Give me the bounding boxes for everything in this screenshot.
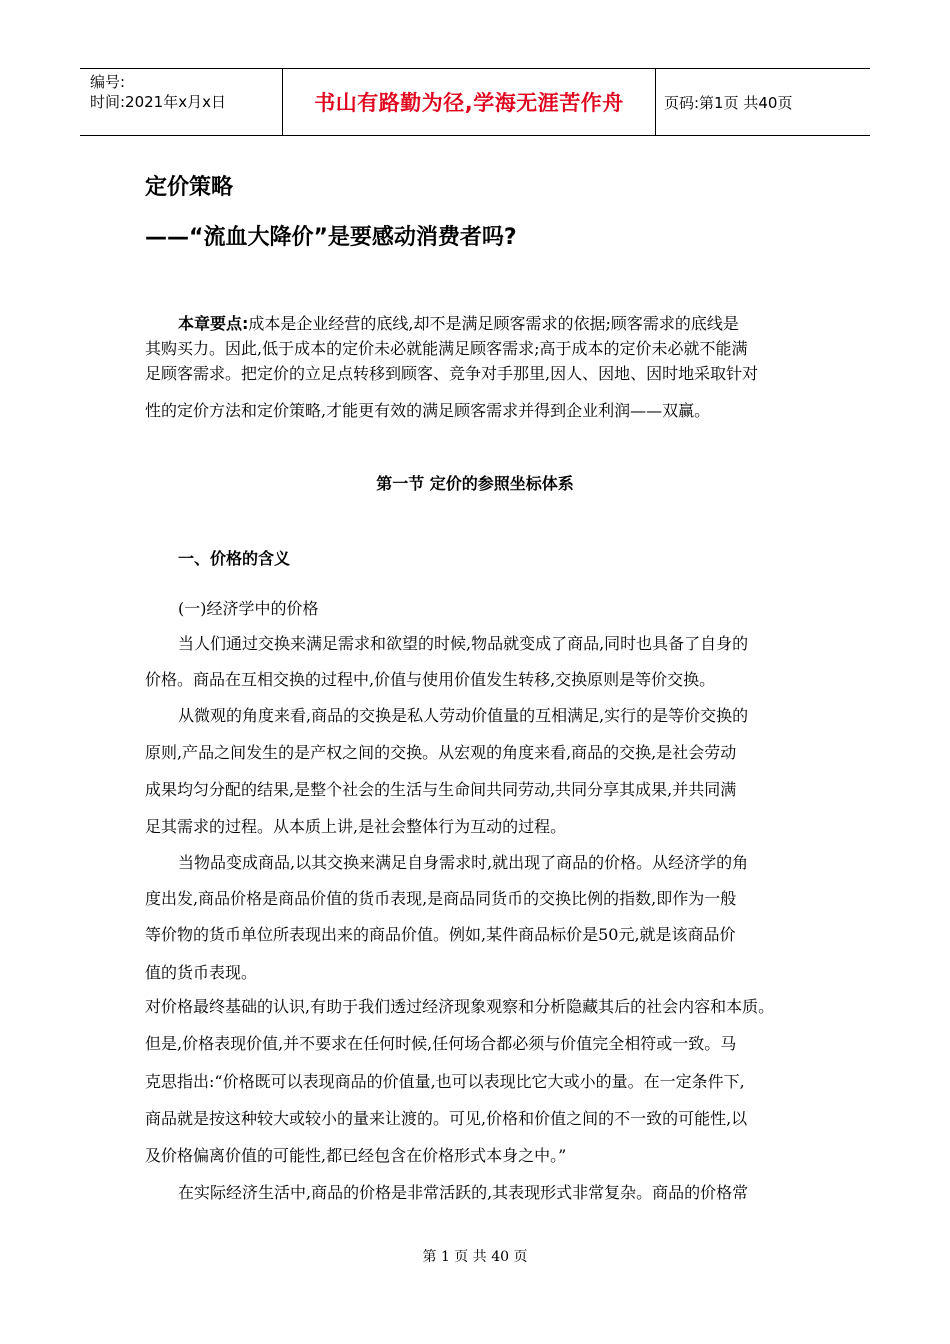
chapter-points-line-2: 其购买力。因此,低于成本的定价未必就能满足顾客需求;高于成本的定价未必就不能满 (145, 339, 748, 358)
body-line: 当人们通过交换来满足需求和欲望的时候,物品就变成了商品,同时也具备了自身的 (178, 634, 749, 653)
body-line: 但是,价格表现价值,并不要求在任何时候,任何场合都必须与价值完全相符或一致。马 (145, 1034, 737, 1053)
body-line: 商品就是按这种较大或较小的量来让渡的。可见,价格和价值之间的不一致的可能性,以 (145, 1109, 748, 1128)
chapter-points-line-3: 足顾客需求。把定价的立足点转移到顾客、竞争对手那里,因人、因地、因时地采取针对 (145, 364, 759, 383)
chapter-points-line-1 (178, 311, 838, 334)
section-title: 第一节 定价的参照坐标体系 (376, 474, 574, 493)
document-subtitle: ——“流血大降价”是要感动消费者吗? (145, 225, 517, 250)
header-motto: 书山有路勤为径,学海无涯苦作舟 (282, 69, 656, 135)
document-time-label: 时间:2021年x月x日 (90, 93, 226, 111)
body-line: 在实际经济生活中,商品的价格是非常活跃的,其表现形式非常复杂。商品的价格常 (178, 1183, 749, 1202)
body-line: 值的货币表现。 (145, 963, 258, 982)
chapter-points-line-4: 性的定价方法和定价策略,才能更有效的满足顾客需求并得到企业利润——双赢。 (145, 401, 711, 420)
header-table (80, 68, 870, 136)
header-page-code: 页码:第1页 共40页 (664, 93, 793, 112)
body-line: (一)经济学中的价格 (178, 599, 319, 618)
document-number-label: 编号: (90, 73, 126, 91)
chapter-points-label: 本章要点: (178, 314, 249, 333)
body-line: 度出发,商品价格是商品价值的货币表现,是商品同货币的交换比例的指数,即作为一般 (145, 889, 737, 908)
body-line: 成果均匀分配的结果,是整个社会的生活与生命间共同劳动,共同分享其成果,并共同满 (145, 780, 737, 799)
body-line: 等价物的货币单位所表现出来的商品价值。例如,某件商品标价是50元,就是该商品价 (145, 925, 736, 944)
body-line: 对价格最终基础的认识,有助于我们透过经济现象观察和分析隐藏其后的社会内容和本质。 (145, 997, 775, 1016)
body-line: 价格。商品在互相交换的过程中,价值与使用价值发生转移,交换原则是等价交换。 (145, 670, 716, 689)
body-line: 足其需求的过程。从本质上讲,是社会整体行为互动的过程。 (145, 817, 567, 836)
body-line: 从微观的角度来看,商品的交换是私人劳动价值量的互相满足,实行的是等价交换的 (178, 706, 749, 725)
document-title: 定价策略 (145, 175, 234, 200)
body-line: 当物品变成商品,以其交换来满足自身需求时,就出现了商品的价格。从经济学的角 (178, 853, 749, 872)
body-line: 及价格偏离价值的可能性,都已经包含在价格形式本身之中。” (145, 1146, 567, 1165)
header-meta-cell (80, 69, 282, 135)
subhead-price-meaning: 一、价格的含义 (178, 549, 291, 568)
chapter-points-text: 成本是企业经营的底线,却不是满足顾客需求的依据;顾客需求的底线是 (248, 314, 739, 333)
body-line: 原则,产品之间发生的是产权之间的交换。从宏观的角度来看,商品的交换,是社会劳动 (145, 743, 737, 762)
body-line: 克思指出:“价格既可以表现商品的价值量,也可以表现比它大或小的量。在一定条件下, (145, 1072, 745, 1091)
page-footer: 第 1 页 共 40 页 (422, 1249, 528, 1265)
